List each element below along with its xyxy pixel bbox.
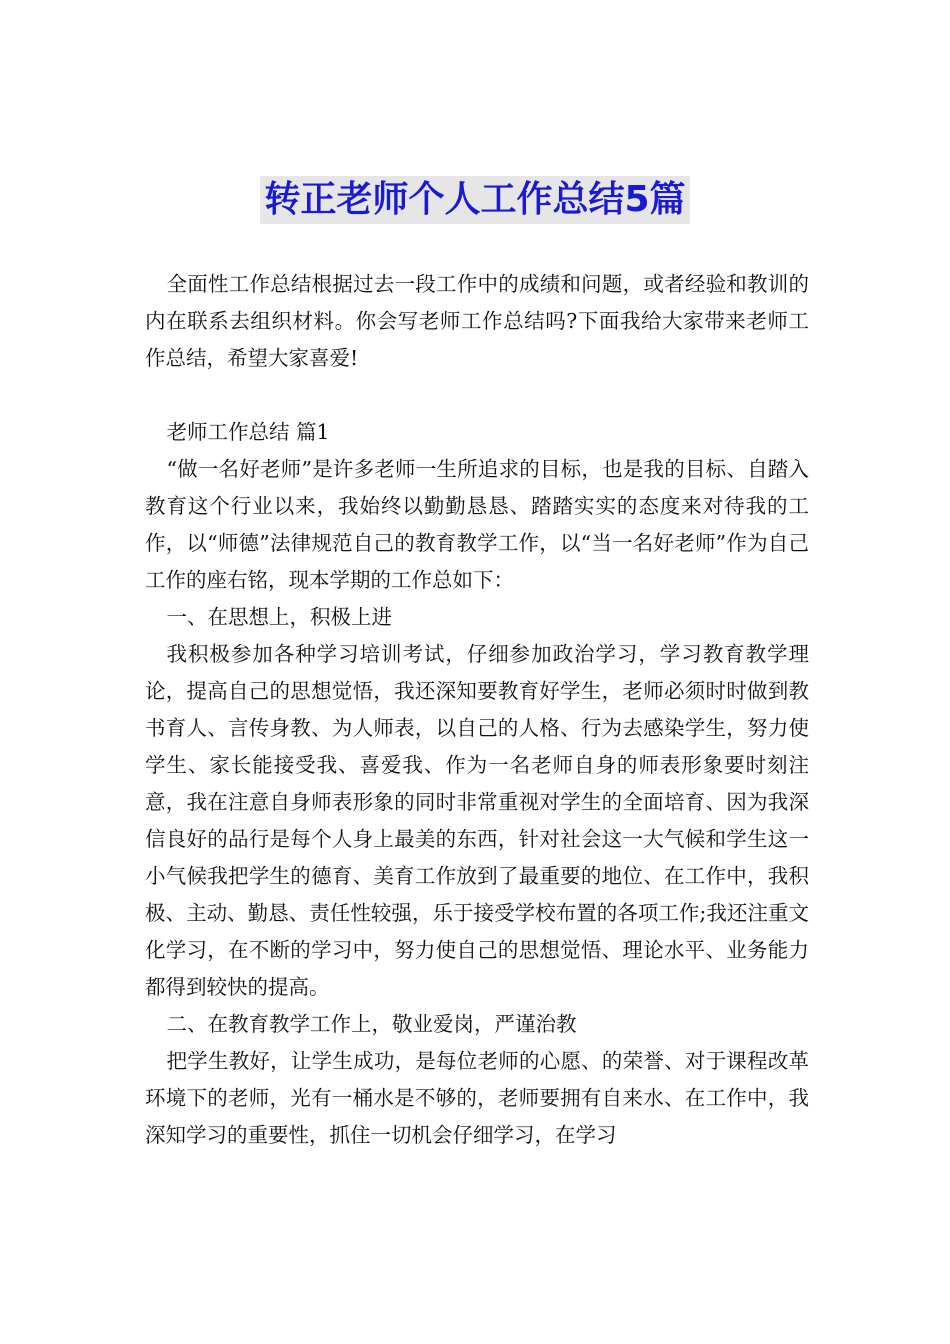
main-content xyxy=(145,414,809,1154)
intro-block xyxy=(145,266,809,377)
paragraph-1: “做一名好老师”是许多老师一生所追求的目标，也是我的目标、自踏入教育这个行业以来，我始终以勤勤恳恳、踏踏实实的态度来对待我的工作，以“师德”法律规范自己的教育教学工作，以“当一名好老师”作为自己工作的座右铭，现本学期的工作总如下： xyxy=(145,457,809,592)
paragraph-2: 我积极参加各种学习培训考试，仔细参加政治学习，学习教育教学理论，提高自己的思想觉悟，我还深知要教育好学生，老师必须时时做到教书育人、言传身教、为人师表，以自己的人格、行为去感染学生，努力使学生、家长能接受我、喜爱我、作为一名老师自身的师表形象要时刻注意，我在注意自身师表形象的同时非常重视对学生的全面培育、因为我深信良好的品行是每个人身上最美的东西，针对社会这一大气候和学生这一小气候我把学生的德育、美育工作放到了最重要的地位、在工作中，我积极、主动、勤恳、责任性较强，乐于接受学校布置的各项工作;我还注重文化学习，在不断的学习中，努力使自己的思想觉悟、理论水平、业务能力都得到较快的提高。 xyxy=(145,642,809,999)
paragraph-3: 把学生教好，让学生成功，是每位老师的心愿、的荣誉、对于课程改革环境下的老师，光有一桶水是不够的，老师要拥有自来水、在工作中，我深知学习的重要性，抓住一切机会仔细学习，在学习 xyxy=(145,1049,809,1147)
title-container xyxy=(0,176,950,224)
document-title: 转正老师个人工作总结5篇 xyxy=(260,176,689,224)
heading-1: 一、在思想上，积极上进 xyxy=(166,605,393,629)
heading-2: 二、在教育教学工作上，敬业爱岗，严谨治教 xyxy=(166,1012,577,1036)
section-heading: 老师工作总结 篇1 xyxy=(166,420,330,444)
intro-paragraph: 全面性工作总结根据过去一段工作中的成绩和问题，或者经验和教训的内在联系去组织材料。你会写老师工作总结吗?下面我给大家带来老师工作总结，希望大家喜爱! xyxy=(145,272,809,370)
